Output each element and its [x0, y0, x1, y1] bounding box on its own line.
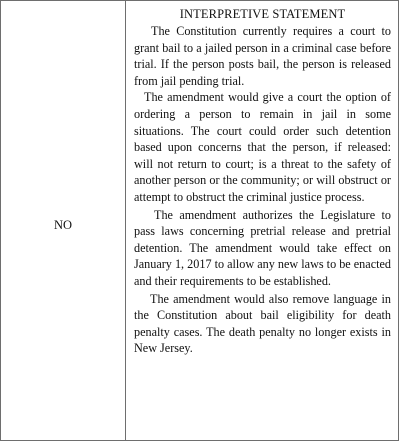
vote-option-label: NO — [53, 218, 73, 232]
statement-title: INTERPRETIVE STATEMENT — [179, 7, 346, 21]
statement-paragraph-1: The Constitution currently requires a court to grant bail to a jailed person in a criminal case before trial. If the person posts bail, the person is released from jail pending trial. — [134, 24, 391, 88]
vote-option-cell — [1, 1, 126, 440]
statement-paragraph-2: The amendment would give a court the option of ordering a person to remain in jail in some situations. The court could order such detention based upon concerns that the person, if released: will not return to court; is a threat to the safety of another person or the community; or will obstruct or attempt to obstruct the criminal justice process. — [134, 90, 391, 204]
statement-paragraph-4: The amendment would also remove language in the Constitution about bail eligibility for death penalty cases. The death penalty no longer exists in New Jersey. — [134, 291, 391, 356]
statement-paragraph-3: The amendment authorizes the Legislature to pass laws concerning pretrial release and pretrial detention. The amendment would take effect on January 1, 2017 to allow any new laws to be enacted and their requirements to be established. — [134, 207, 391, 288]
interpretive-statement-cell — [126, 1, 398, 440]
